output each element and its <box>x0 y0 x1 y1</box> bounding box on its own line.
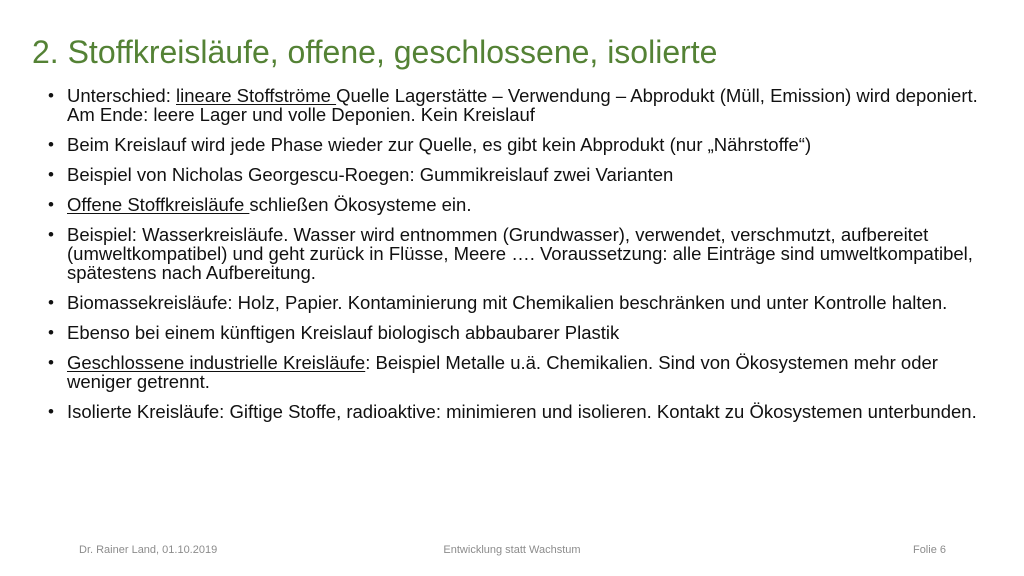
bullet-icon: • <box>48 135 54 154</box>
bullet-icon: • <box>48 195 54 214</box>
underlined-term: Offene Stoffkreisläufe <box>67 194 250 215</box>
bullet-item <box>46 402 996 421</box>
bullet-text: : Beispiel Metalle u.ä. Chemikalien. Sind von Ökosystemen mehr oder weniger getrennt. <box>67 352 938 392</box>
bullet-item <box>46 195 996 214</box>
slide-title: 2. Stoffkreisläufe, offene, geschlossene, isolierte <box>32 34 718 70</box>
bullet-text: Unterschied: <box>67 85 176 106</box>
bullet-icon: • <box>48 353 54 372</box>
bullet-text: Quelle Lagerstätte – Verwendung – Abprodukt (Müll, Emission) wird deponiert. Am Ende: leere Lager und volle Deponien. Kein Kreislauf <box>67 85 978 125</box>
bullet-icon: • <box>48 293 54 312</box>
bullet-text: Beispiel: Wasserkreisläufe. Wasser wird entnommen (Grundwasser), verwendet, verschmutzt, aufbereitet (umweltkompatibel) und geht zurück in Flüsse, Meere …. Voraussetzung: alle Einträge sind umweltkompatibel, spätestens nach Aufbereitung. <box>67 224 973 283</box>
bullet-icon: • <box>48 225 54 244</box>
bullet-text: Biomassekreisläufe: Holz, Papier. Kontaminierung mit Chemikalien beschränken und unter Kontrolle halten. <box>67 292 948 313</box>
bullet-icon: • <box>48 402 54 421</box>
bullet-item <box>46 225 996 282</box>
footer-title: Entwicklung statt Wachstum <box>443 544 581 556</box>
bullet-text: Isolierte Kreisläufe: Giftige Stoffe, radioaktive: minimieren und isolieren. Kontakt zu Ökosystemen unterbunden. <box>67 401 977 422</box>
bullet-text: Ebenso bei einem künftigen Kreislauf biologisch abbaubarer Plastik <box>67 322 620 343</box>
bullet-list <box>46 86 996 432</box>
bullet-item <box>46 86 996 124</box>
bullet-item <box>46 293 996 312</box>
underlined-term: Geschlossene industrielle Kreisläufe <box>67 352 366 373</box>
bullet-item <box>46 135 996 154</box>
bullet-item <box>46 353 996 391</box>
bullet-text: schließen Ökosysteme ein. <box>249 194 472 215</box>
footer-author-date: Dr. Rainer Land, 01.10.2019 <box>79 544 218 556</box>
bullet-item <box>46 323 996 342</box>
bullet-icon: • <box>48 165 54 184</box>
footer-slide-number: Folie 6 <box>912 544 946 556</box>
underlined-term: lineare Stoffströme <box>176 85 337 106</box>
bullet-item <box>46 165 996 184</box>
bullet-icon: • <box>48 86 54 105</box>
bullet-text: Beim Kreislauf wird jede Phase wieder zur Quelle, es gibt kein Abprodukt (nur „Nährstoffe“) <box>67 134 812 155</box>
bullet-text: Beispiel von Nicholas Georgescu-Roegen: Gummikreislauf zwei Varianten <box>67 164 674 185</box>
bullet-icon: • <box>48 323 54 342</box>
